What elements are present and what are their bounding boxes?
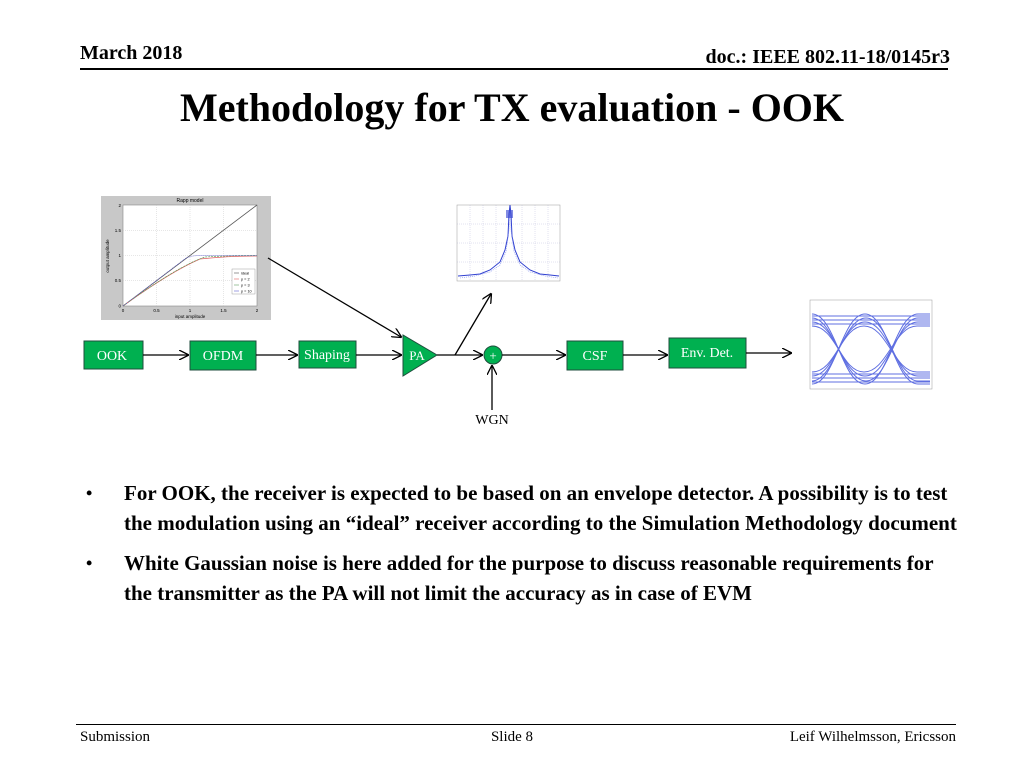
- arrow-rapp-to-pa: [268, 258, 401, 337]
- rapp-ytick: 2: [118, 203, 121, 208]
- eye-diagram-plot: [805, 291, 935, 400]
- slide-title: Methodology for TX evaluation - OOK: [179, 85, 845, 130]
- rapp-plot-title: Rapp model: [176, 198, 204, 204]
- rapp-ytick: 1.5: [114, 228, 121, 233]
- footer-submission: Submission: [80, 729, 151, 745]
- bullet-list: [84, 478, 964, 618]
- rapp-xtick: 1.5: [220, 308, 227, 313]
- adder-label: +: [489, 348, 497, 363]
- arrow-pa-to-spectrum: [455, 294, 491, 355]
- rapp-ytick: 0: [118, 303, 121, 309]
- bullet-item: [84, 478, 964, 538]
- env-det-block-label: Env. Det.: [680, 346, 734, 361]
- header-date: March 2018: [80, 42, 183, 64]
- spectrum-peak-marker: [506, 210, 513, 218]
- ook-block-label: OOK: [96, 349, 128, 364]
- bullet-item: [84, 548, 964, 608]
- ofdm-block-label: OFDM: [202, 349, 244, 364]
- footer-rule: [76, 724, 956, 725]
- bullet-marker: •: [86, 553, 93, 573]
- rapp-ytick: 0.5: [114, 278, 121, 283]
- wgn-label: WGN: [475, 413, 509, 428]
- rapp-legend-p2: p = 2: [241, 277, 250, 282]
- rapp-legend-p10: p = 10: [241, 289, 252, 294]
- bullet-text: White Gaussian noise is here added for the purpose to discuss reasonable requirements for the transmitter as the PA will not limit the accuracy as in case of EVM: [124, 551, 934, 605]
- footer-slide-number: Slide 8: [490, 729, 534, 745]
- rapp-model-plot: [101, 196, 271, 320]
- rapp-xtick: 0.5: [153, 308, 160, 313]
- rapp-xtick: 2: [255, 308, 259, 313]
- pa-block-label: PA: [409, 348, 425, 363]
- spectrum-plot: [450, 197, 566, 290]
- bullet-marker: •: [86, 483, 93, 503]
- rapp-ytick: 1: [118, 253, 121, 258]
- rapp-xtick: 0: [121, 308, 125, 313]
- csf-block-label: CSF: [582, 349, 608, 364]
- rapp-ylabel: output amplitude: [105, 239, 110, 273]
- rapp-legend-p3: p = 3: [241, 283, 250, 288]
- rapp-xtick: 1: [188, 308, 192, 313]
- rapp-legend-ideal: ideal: [241, 271, 250, 276]
- footer-author: Leif Wilhelmsson, Ericsson: [789, 729, 956, 745]
- shaping-block-label: Shaping: [304, 348, 350, 363]
- rapp-xlabel: input amplitude: [174, 314, 206, 319]
- bullet-text: For OOK, the receiver is expected to be based on an envelope detector. A possibility is to test the modulation using an “ideal” receiver according to the Simulation Methodology document: [124, 481, 957, 535]
- header-doc-id: doc.: IEEE 802.11-18/0145r3: [705, 46, 950, 68]
